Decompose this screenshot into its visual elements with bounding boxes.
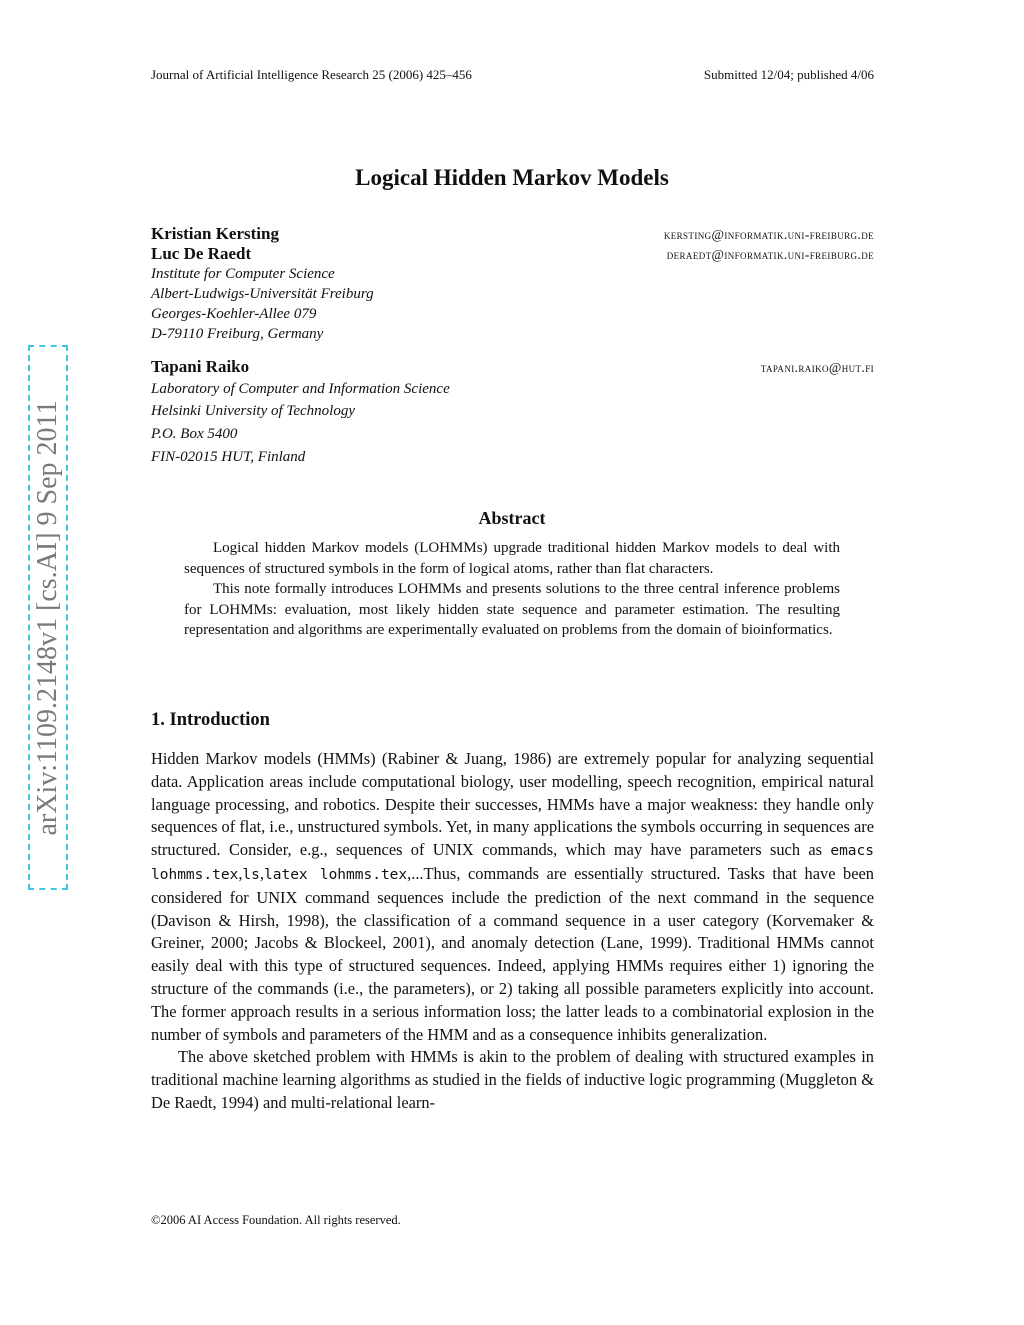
author-name: Tapani Raiko [151,357,250,376]
abstract-paragraph: Logical hidden Markov models (LOHMMs) upgrade traditional hidden Markov models to deal with sequences of structured symbols in the form of logical atoms, rather than flat characters. [184,540,840,577]
code-snippet: emacs lohmms.tex [151,843,874,883]
code-snippet: latex lohmms.tex [264,866,408,883]
arxiv-stamp-text: arXiv:1109.2148v1 [cs.AI] 9 Sep 2011 [32,400,63,835]
arxiv-stamp[interactable] [28,345,68,890]
submission-dates: Submitted 12/04; published 4/06 [703,67,874,82]
affiliation-line: FIN-02015 HUT, Finland [151,449,306,465]
separator: , [238,863,243,883]
abstract-heading: Abstract [478,508,546,528]
abstract-body [184,538,840,641]
section-heading: 1. Introduction [151,710,270,730]
body-paragraph [151,748,874,1046]
code-snippet: ls [242,866,260,883]
affiliation-line: Albert-Ludwigs-Universität Freiburg [151,286,374,302]
author-name: Luc De Raedt [151,244,252,263]
body-paragraph: The above sketched problem with HMMs is akin to the problem of dealing with structured examples in traditional machine learning algorithms as studied in the fields of inductive logic programming (Muggleton & De Raedt, 1994) and multi-relational learn- [151,1047,874,1112]
abstract-paragraph: This note formally introduces LOHMMs and presents solutions to the three central inference problems for LOHMMs: evaluation, most likely hidden state sequence and parameter estimation. The resulting representation and algorithms are experimentally evaluated on problems from the domain of bioinformatics. [184,581,840,638]
paper-title: Logical Hidden Markov Models [355,165,669,190]
affiliation-line: Laboratory of Computer and Information Science [151,381,450,397]
author-email[interactable]: tapani.raiko@hut.fi [760,360,874,375]
journal-header: Journal of Artificial Intelligence Research 25 (2006) 425–456 [151,67,472,82]
separator: , [259,863,264,883]
copyright-footer: ©2006 AI Access Foundation. All rights reserved. [151,1213,401,1227]
author-email[interactable]: kersting@informatik.uni-freiburg.de [663,227,874,242]
author-name: Kristian Kersting [151,224,279,243]
affiliation-line: Georges-Koehler-Allee 079 [151,306,317,322]
section-body [151,748,874,1115]
affiliation-line: P.O. Box 5400 [151,426,238,442]
author-email[interactable]: deraedt@informatik.uni-freiburg.de [666,247,874,262]
affiliation-line: D-79110 Freiburg, Germany [151,326,324,342]
body-text: Hidden Markov models (HMMs) (Rabiner & Juang, 1986) are extremely popular for analyzing sequential data. Application areas include computational biology, user modelling, speech recognition, empirical natural language processing, and robotics. Despite their successes, HMMs have a major weakness: they handle only sequences of flat, i.e., unstructured symbols. Yet, in many applications the symbols occurring in sequences are structured. Consider, e.g., sequences of UNIX commands, which may have parameters such as [151,749,874,860]
affiliation-line: Institute for Computer Science [151,266,335,282]
body-text: ,...Thus, commands are essentially structured. Tasks that have been considered for UNIX command sequences include the prediction of the next command in the sequence (Davison & Hirsh, 1998), the classification of a command sequence in a user category (Korvemaker & Greiner, 2000; Jacobs & Blockeel, 2001), and anomaly detection (Lane, 1999). Traditional HMMs cannot easily deal with this type of structured sequences. Indeed, applying HMMs requires either 1) ignoring the structure of the commands (i.e., the parameters), or 2) taking all possible parameters explicitly into account. The former approach results in a serious information loss; the latter leads to a combinatorial explosion in the number of symbols and parameters of the HMM and as a consequence inhibits generalization. [151,863,874,1044]
affiliation-line: Helsinki University of Technology [151,403,355,419]
